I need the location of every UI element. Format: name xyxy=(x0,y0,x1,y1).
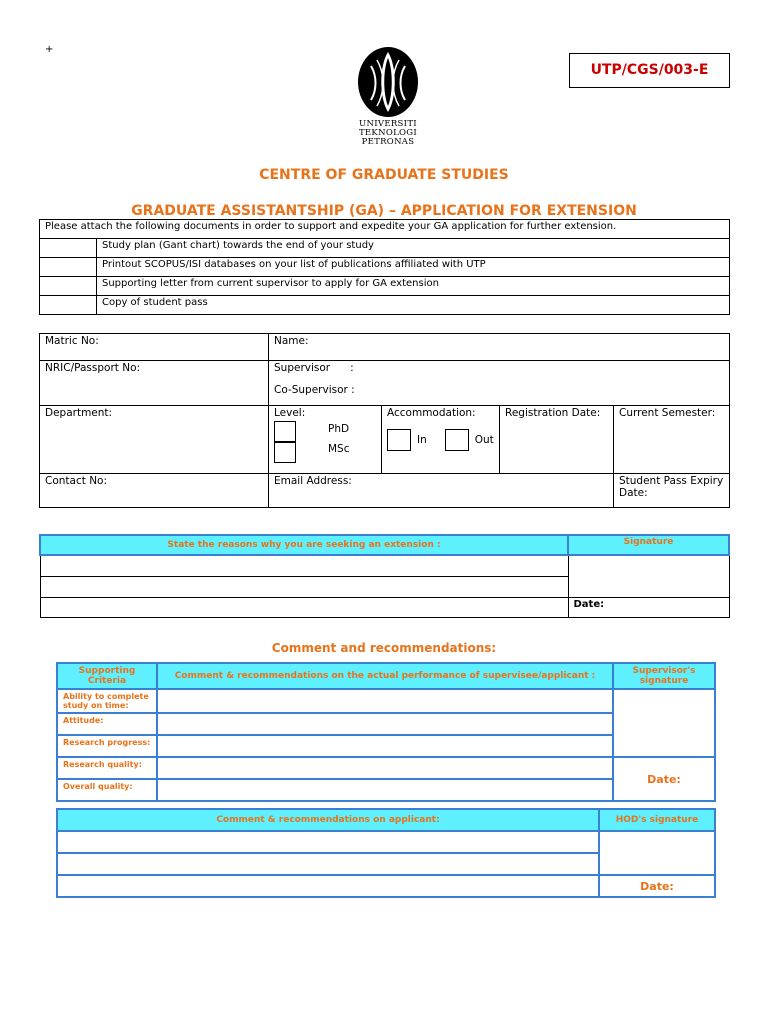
supervisor-comment-header: Comment & recommendations on the actual performance of supervisee/applicant : xyxy=(157,663,613,689)
nric-field[interactable]: NRIC/Passport No: xyxy=(40,361,269,406)
hod-comment-line[interactable] xyxy=(57,853,599,875)
centre-title: CENTRE OF GRADUATE STUDIES xyxy=(259,167,509,183)
supervisor-cell[interactable] xyxy=(269,361,730,406)
documents-intro: Please attach the following documents in order to support and expedite your GA application for further extension. xyxy=(40,220,730,239)
reason-line[interactable] xyxy=(40,576,568,597)
reason-line[interactable] xyxy=(40,597,568,617)
reasons-date[interactable]: Date: xyxy=(568,597,729,617)
documents-table xyxy=(39,219,730,315)
criterion-comment[interactable] xyxy=(157,713,613,735)
document-item: Copy of student pass xyxy=(97,296,730,315)
document-checkbox[interactable] xyxy=(40,239,97,258)
phd-label: PhD xyxy=(328,423,350,435)
criteria-header: Supporting Criteria xyxy=(57,663,157,689)
level-cell xyxy=(269,406,382,474)
reason-line[interactable] xyxy=(40,555,568,576)
document-row xyxy=(40,258,730,277)
document-checkbox[interactable] xyxy=(40,296,97,315)
supervisor-date[interactable]: Date: xyxy=(613,757,715,801)
criterion-comment[interactable] xyxy=(157,689,613,713)
registration-date-field[interactable]: Registration Date: xyxy=(500,406,614,474)
matric-field[interactable]: Matric No: xyxy=(40,334,269,361)
utp-emblem-icon xyxy=(357,46,419,118)
document-row xyxy=(40,239,730,258)
criterion-comment[interactable] xyxy=(157,779,613,801)
co-supervisor-field: Co-Supervisor : xyxy=(274,384,355,396)
logo-line-3: PETRONAS xyxy=(361,137,415,147)
hod-comment-table xyxy=(56,808,716,898)
document-row xyxy=(40,277,730,296)
logo-text xyxy=(350,120,426,147)
criterion-label: Research progress: xyxy=(57,735,157,757)
contact-field[interactable]: Contact No: xyxy=(40,474,269,508)
criterion-label: Attitude: xyxy=(57,713,157,735)
criterion-label: Research quality: xyxy=(57,757,157,779)
department-field[interactable]: Department: xyxy=(40,406,269,474)
pass-expiry-field[interactable]: Student Pass Expiry Date: xyxy=(614,474,730,508)
level-label: Level: xyxy=(274,407,306,419)
out-checkbox[interactable] xyxy=(445,429,469,451)
utp-logo xyxy=(350,46,426,147)
signature-box[interactable] xyxy=(568,555,729,597)
document-item: Printout SCOPUS/ISI databases on your list of publications affiliated with UTP xyxy=(97,258,730,277)
criterion-comment[interactable] xyxy=(157,757,613,779)
criterion-comment[interactable] xyxy=(157,735,613,757)
reasons-header: State the reasons why you are seeking an extension : xyxy=(40,535,568,555)
msc-checkbox[interactable] xyxy=(274,442,296,463)
name-field[interactable]: Name: xyxy=(269,334,730,361)
phd-checkbox[interactable] xyxy=(274,421,296,442)
criterion-label: Overall quality: xyxy=(57,779,157,801)
plus-mark: + xyxy=(45,44,54,55)
form-title: GRADUATE ASSISTANTSHIP (GA) – APPLICATION FOR EXTENSION xyxy=(131,203,637,219)
student-info-table xyxy=(39,333,730,508)
logo-line-1: UNIVERSITI xyxy=(359,119,417,129)
email-field[interactable]: Email Address: xyxy=(269,474,614,508)
supervisor-signature-box[interactable] xyxy=(613,689,715,757)
hod-signature-header: HOD's signature xyxy=(599,809,715,831)
current-semester-field[interactable]: Current Semester: xyxy=(614,406,730,474)
accommodation-cell xyxy=(382,406,500,474)
document-item: Supporting letter from current supervisor to apply for GA extension xyxy=(97,277,730,296)
logo-line-2: TEKNOLOGI xyxy=(358,128,418,138)
document-item: Study plan (Gant chart) towards the end of your study xyxy=(97,239,730,258)
in-checkbox[interactable] xyxy=(387,429,411,451)
hod-signature-box[interactable] xyxy=(599,831,715,875)
document-row xyxy=(40,296,730,315)
supervisor-field: Supervisor : xyxy=(274,362,354,374)
form-code: UTP/CGS/003-E xyxy=(569,53,730,88)
out-label: Out xyxy=(474,434,494,446)
criterion-label: Ability to complete study on time: xyxy=(57,689,157,713)
hod-date[interactable]: Date: xyxy=(599,875,715,897)
in-label: In xyxy=(417,434,427,446)
msc-label: MSc xyxy=(328,443,350,455)
hod-comment-line[interactable] xyxy=(57,831,599,853)
supervisor-comment-table xyxy=(56,662,716,802)
document-checkbox[interactable] xyxy=(40,277,97,296)
accommodation-label: Accommodation: xyxy=(387,407,476,419)
hod-comment-header: Comment & recommendations on applicant: xyxy=(57,809,599,831)
hod-comment-line[interactable] xyxy=(57,875,599,897)
supervisor-signature-header: Supervisor's signature xyxy=(613,663,715,689)
comment-title: Comment and recommendations: xyxy=(271,641,497,655)
signature-header: Signature xyxy=(568,535,729,555)
reasons-table xyxy=(39,534,730,618)
document-checkbox[interactable] xyxy=(40,258,97,277)
